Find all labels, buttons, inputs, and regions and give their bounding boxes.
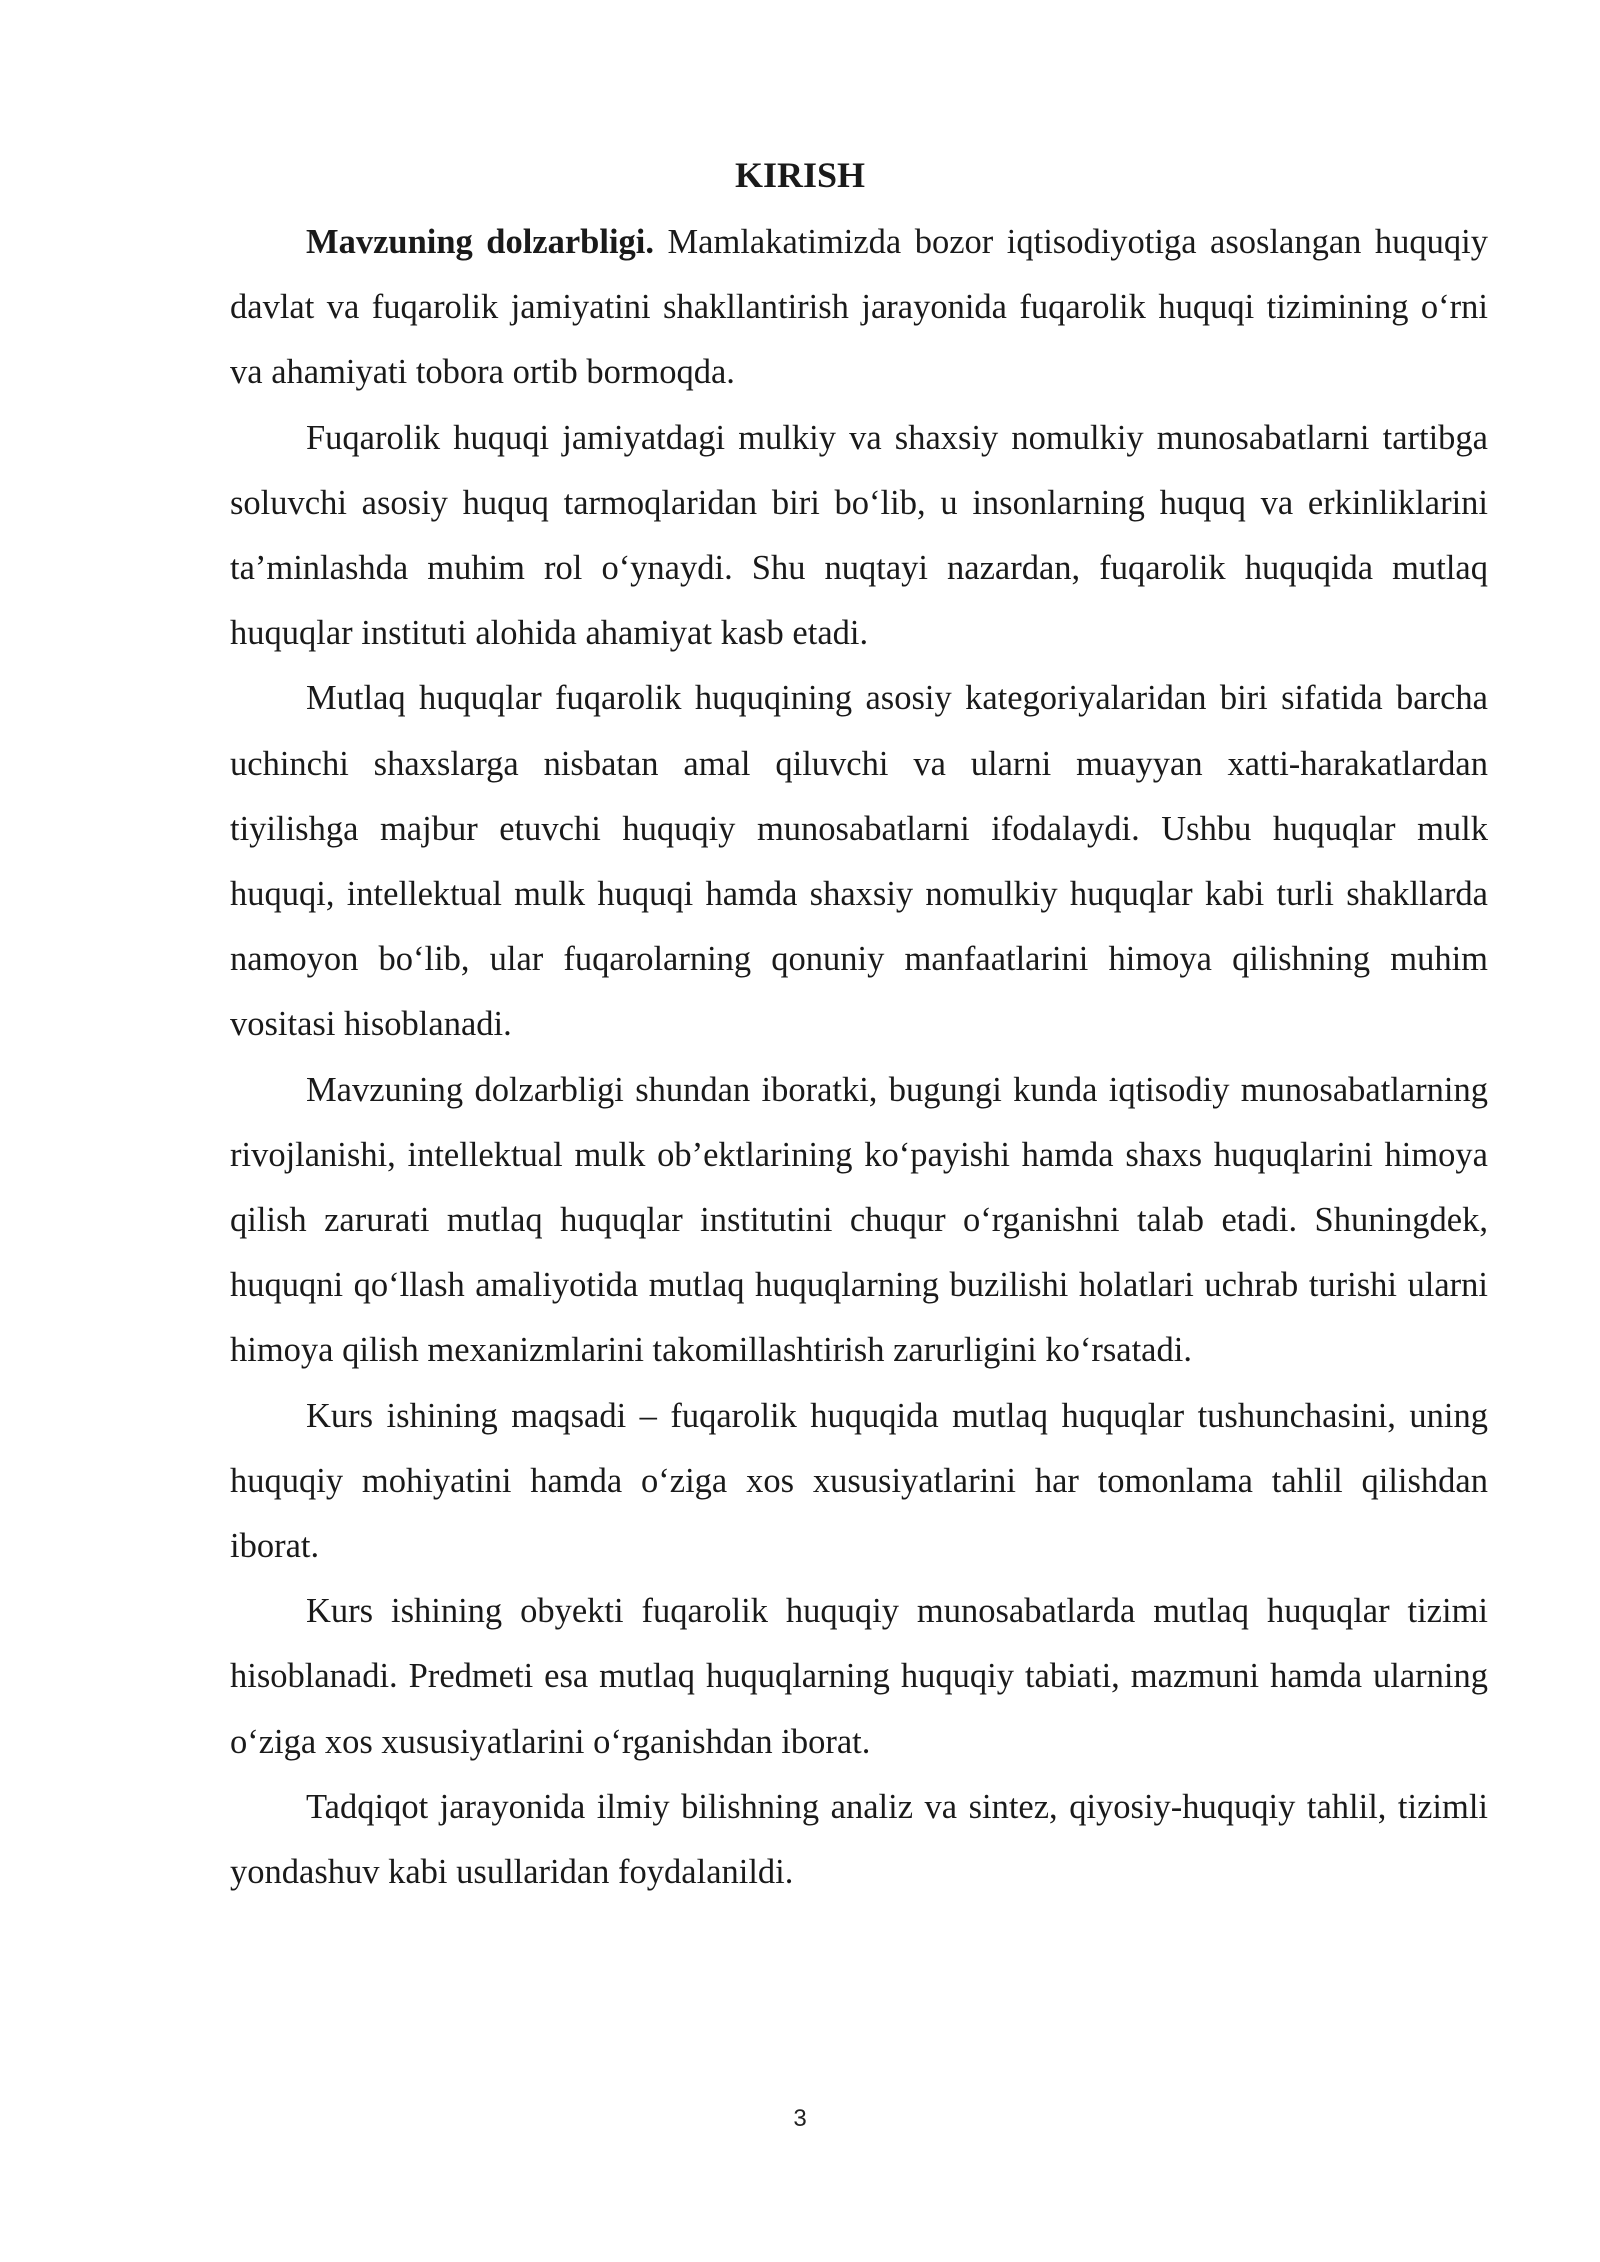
paragraph-topicality: Mavzuning dolzarbligi shundan iboratki, bugungi kunda iqtisodiy munosabatlarning rivojlanishi, intellektual mulk ob’ektlarining ko‘payishi hamda shaxs huquqlarini himoya qilish zarurati mutlaq huquqlar institutini chuqur o‘rganishni talab etadi. Shuningdek, huquqni qo‘llash amaliyotida mutlaq huquqlarning buzilishi holatlari uchrab turishi ularni himoya qilish mexanizmlarini takomillashtirish zarurligini ko‘rsatadi. [230,1070,1488,1370]
paragraph-object: Kurs ishining obyekti fuqarolik huquqiy munosabatlarda mutlaq huquqlar tizimi hisoblanadi. Predmeti esa mutlaq huquqlarning huquqiy tabiati, mazmuni hamda ularning o‘ziga xos xususiyatlarini o‘rganishdan iborat. [230,1592,1488,1761]
paragraph-civil-law: Fuqarolik huquqi jamiyatdagi mulkiy va shaxsiy nomulkiy munosabatlarni tartibga soluvchi asosiy huquq tarmoqlaridan biri bo‘lib, u insonlarning huquq va erkinliklarini ta’minlashda muhim rol o‘ynaydi. Shu nuqtayi nazardan, fuqarolik huquqida mutlaq huquqlar instituti alohida ahamiyat kasb etadi. [230,418,1488,653]
paragraph-methods: Tadqiqot jarayonida ilmiy bilishning analiz va sintez, qiyosiy-huquqiy tahlil, tizimli yondashuv kabi usullaridan foydalanildi. [230,1787,1488,1892]
page-title: KIRISH [734,155,866,195]
paragraph-lead: Mavzuning dolzarbligi. [306,223,654,261]
paragraph-relevance [230,210,1488,406]
page-number: 3 [793,2105,807,2132]
paragraph-aim: Kurs ishining maqsadi – fuqarolik huquqida mutlaq huquqlar tushunchasini, uning huquqiy mohiyatini hamda o‘ziga xos xususiyatlarini har tomonlama tahlil qilishdan iborat. [230,1396,1488,1566]
paragraph-absolute-rights: Mutlaq huquqlar fuqarolik huquqining asosiy kategoriyalaridan biri sifatida barcha uchinchi shaxslarga nisbatan amal qiluvchi va ularni muayyan xatti-harakatlardan tiyilishga majbur etuvchi huquqiy munosabatlarni ifodalaydi. Ushbu huquqlar mulk huquqi, intellektual mulk huquqi hamda shaxsiy nomulkiy huquqlar kabi turli shakllarda namoyon bo‘lib, ular fuqarolarning qonuniy manfaatlarini himoya qilishning muhim vositasi hisoblanadi. [230,679,1488,1044]
paragraph-text: Mamlakatimizda bozor iqtisodiyotiga asoslangan huquqiy davlat va fuqarolik jamiyatini shakllantirish jarayonida fuqarolik huquqi tizimining o‘rni va ahamiyati tobora ortib bormoqda. [230,223,1489,392]
body-text [230,210,1488,1905]
